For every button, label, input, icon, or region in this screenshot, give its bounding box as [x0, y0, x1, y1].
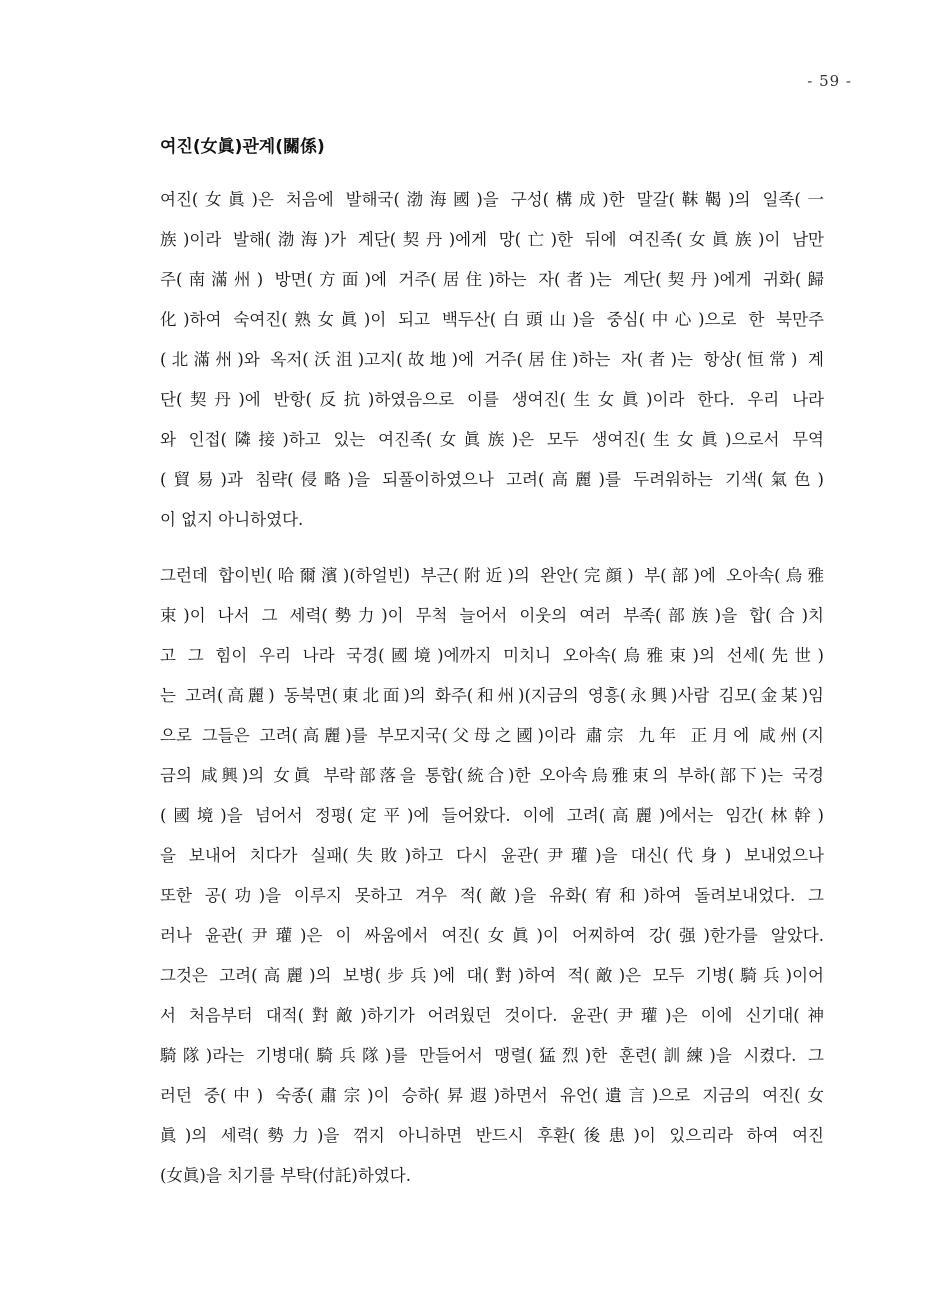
text-line: 騎隊)라는 기병대(騎兵隊)를 만들어서 맹렬(猛烈)한 훈련(訓練)을 시켰다. 그 — [160, 1046, 824, 1065]
text-line: 그것은 고려(高麗)의 보병(步兵)에 대(對)하여 적(敵)은 모두 기병(騎兵)이어 — [160, 966, 824, 985]
paragraph-2 — [160, 556, 824, 1196]
text-line: 을 보내어 치다가 실패(失敗)하고 다시 윤관(尹瓘)을 대신(代身) 보내었으나 — [160, 846, 824, 865]
text-line: 러던 중(中) 숙종(肅宗)이 승하(昇遐)하면서 유언(遺言)으로 지금의 여진(女 — [160, 1086, 824, 1105]
text-line: 그런데 합이빈(哈爾濱)(하얼빈) 부근(附近)의 완안(完顔) 부(部)에 오아속(烏雅 — [160, 566, 824, 585]
text-line: 와 인접(隣接)하고 있는 여진족(女眞族)은 모두 생여진(生女眞)으로서 무역 — [160, 430, 824, 449]
text-line: 眞)의 세력(勢力)을 꺾지 아니하면 반드시 후환(後患)이 있으리라 하여 여진 — [160, 1126, 824, 1145]
paragraph-1 — [160, 180, 824, 540]
text-line: 으로 그들은 고려(高麗)를 부모지국(父母之國)이라 肅宗 九年 正月에 咸州(지 — [160, 726, 824, 745]
text-line: 러나 윤관(尹瓘)은 이 싸움에서 여진(女眞)이 어찌하여 강(强)한가를 알았다. — [160, 926, 824, 945]
text-line: (國境)을 넘어서 정평(定平)에 들어왔다. 이에 고려(高麗)에서는 임간(林幹) — [160, 806, 824, 825]
text-line: 族)이라 발해(渤海)가 계단(契丹)에게 망(亡)한 뒤에 여진족(女眞族)이 남만 — [160, 230, 824, 249]
text-line: 또한 공(功)을 이루지 못하고 겨우 적(敵)을 유화(宥和)하여 돌려보내었다. 그 — [160, 886, 824, 905]
text-line: (貿易)과 침략(侵略)을 되풀이하였으나 고려(高麗)를 두려워하는 기색(氣色) — [160, 470, 824, 489]
page-number: - 59 - — [807, 72, 852, 90]
text-line: 化)하여 숙여진(熟女眞)이 되고 백두산(白頭山)을 중심(中心)으로 한 북만주 — [160, 310, 824, 329]
text-line: 여진(女眞)은 처음에 발해국(渤海國)을 구성(構成)한 말갈(靺鞨)의 일족(一 — [160, 190, 824, 209]
text-line: 주(南滿州) 방면(方面)에 거주(居住)하는 자(者)는 계단(契丹)에게 귀화(歸 — [160, 270, 824, 289]
text-line: 이 없지 아니하였다. — [160, 510, 304, 529]
body-text — [160, 180, 824, 1196]
section-heading: 여진(女眞)관계(關係) — [160, 137, 325, 157]
text-line: (北滿州)와 옥저(沃沮)고지(故地)에 거주(居住)하는 자(者)는 항상(恒常) 계 — [160, 350, 824, 369]
text-line: 단(契丹)에 반항(反抗)하였음으로 이를 생여진(生女眞)이라 한다. 우리 나라 — [160, 390, 824, 409]
text-line: 고 그 힘이 우리 나라 국경(國境)에까지 미치니 오아속(烏雅束)의 선세(先世) — [160, 646, 824, 665]
text-line: 는 고려(高麗) 동북면(東北面)의 화주(和州)(지금의 영흥(永興)사람 김모(金某)임 — [160, 686, 824, 705]
text-line: 서 처음부터 대적(對敵)하기가 어려웠던 것이다. 윤관(尹瓘)은 이에 신기대(神 — [160, 1006, 824, 1025]
text-line: (女眞)을 치기를 부탁(付託)하였다. — [160, 1166, 411, 1185]
text-line: 금의 咸興)의 女眞 부락部落을 통합(統合)한 오아속烏雅束의 부하(部下)는 국경 — [160, 766, 824, 785]
text-line: 束)이 나서 그 세력(勢力)이 무척 늘어서 이웃의 여러 부족(部族)을 합(合)치 — [160, 606, 824, 625]
